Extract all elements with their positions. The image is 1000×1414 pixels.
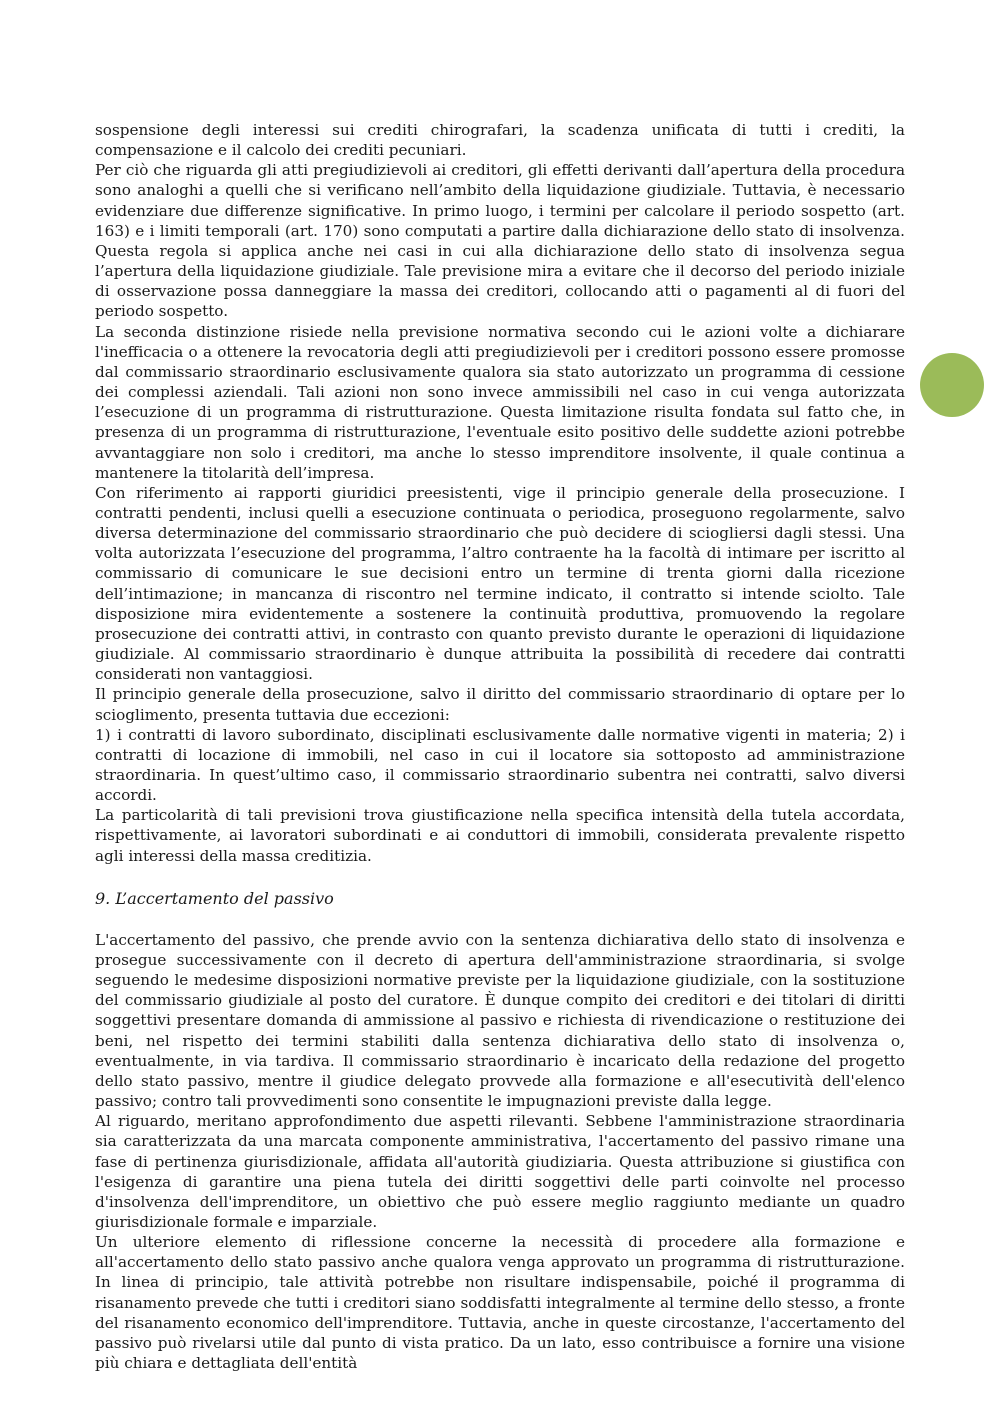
- document-body: [95, 120, 905, 1373]
- paragraph-6: 1) i contratti di lavoro subordinato, disciplinati esclusivamente dalle normative vigenti in materia; 2) i contratti di locazione di immobili, nel caso in cui il locatore sia sottoposto ad amministrazione straordinaria. In quest’ultimo caso, il commissario straordinario subentra nei contratti, salvo diversi accordi.: [95, 725, 905, 805]
- paragraph-3: La seconda distinzione risiede nella previsione normativa secondo cui le azioni volte a dichiarare l'inefficacia o a ottenere la revocatoria degli atti pregiudizievoli per i creditori possono essere promosse dal commissario straordinario esclusivamente qualora sia stato autorizzato un programma di cessione dei complessi aziendali. Tali azioni non sono invece ammissibili nel caso in cui venga autorizzata l’esecuzione di un programma di ristrutturazione. Questa limitazione risulta fondata sul fatto che, in presenza di un programma di ristrutturazione, l'eventuale esito positivo delle suddette azioni potrebbe avvantaggiare non solo i creditori, ma anche lo stesso imprenditore insolvente, il quale continua a mantenere la titolarità dell’impresa.: [95, 322, 905, 482]
- section-heading: 9. L’accertamento del passivo: [95, 888, 334, 908]
- paragraph-10: Un ulteriore elemento di riflessione concerne la necessità di procedere alla formazione e all'accertamento dello stato passivo anche qualora venga approvato un programma di ristrutturazione. In linea di principio, tale attività potrebbe non risultare indispensabile, poiché il programma di risanamento prevede che tutti i creditori siano soddisfatti integralmente al termine dello stesso, a fronte del risanamento economico dell'imprenditore. Tuttavia, anche in queste circostanze, l'accertamento del passivo può rivelarsi utile dal punto di vista pratico. Da un lato, esso contribuisce a fornire una visione più chiara e dettagliata dell'entità: [95, 1233, 905, 1373]
- paragraph-1: sospensione degli interessi sui crediti chirografari, la scadenza unificata di tutti i crediti, la compensazione e il calcolo dei crediti pecuniari.: [95, 121, 905, 160]
- decorative-green-circle: [920, 353, 984, 417]
- paragraph-7: La particolarità di tali previsioni trova giustificazione nella specifica intensità della tutela accordata, rispettivamente, ai lavoratori subordinati e ai conduttori di immobili, considerata prevalente rispetto agli interessi della massa creditizia.: [95, 806, 905, 865]
- paragraph-8: L'accertamento del passivo, che prende avvio con la sentenza dichiarativa dello stato di insolvenza e prosegue successivamente con il decreto di apertura dell'amministrazione straordinaria, si svolge seguendo le medesime disposizioni normative previste per la liquidazione giudiziale, con la sostituzione del commissario giudiziale al posto del curatore. È dunque compito dei creditori e dei titolari di diritti soggettivi presentare domanda di ammissione al passivo e richiesta di rivendicazione o restituzione dei beni, nel rispetto dei termini stabiliti dalla sentenza dichiarativa dello stato di insolvenza o, eventualmente, in via tardiva. Il commissario straordinario è incaricato della redazione del progetto dello stato passivo, mentre il giudice delegato provvede alla formazione e all'esecutività dell'elenco passivo; contro tali provvedimenti sono consentite le impugnazioni previste dalla legge.: [95, 930, 905, 1111]
- paragraph-5: Il principio generale della prosecuzione, salvo il diritto del commissario straordinario di optare per lo scioglimento, presenta tuttavia due eccezioni:: [95, 685, 905, 724]
- paragraph-4: Con riferimento ai rapporti giuridici preesistenti, vige il principio generale della prosecuzione. I contratti pendenti, inclusi quelli a esecuzione continuata o periodica, proseguono regolarmente, salvo diversa determinazione del commissario straordinario che può decidere di sciogliersi dagli stessi. Una volta autorizzata l’esecuzione del programma, l’altro contraente ha la facoltà di intimare per iscritto al commissario di comunicare le sue decisioni entro un termine di trenta giorni dalla ricezione dell’intimazione; in mancanza di riscontro nel termine indicato, il contratto si intende sciolto. Tale disposizione mira evidentemente a sostenere la continuità produttiva, promuovendo la regolare prosecuzione dei contratti attivi, in contrasto con quanto previsto durante le operazioni di liquidazione giudiziale. Al commissario straordinario è dunque attribuita la possibilità di recedere dai contratti considerati non vantaggiosi.: [95, 483, 905, 684]
- paragraph-9: Al riguardo, meritano approfondimento due aspetti rilevanti. Sebbene l'amministrazione straordinaria sia caratterizzata da una marcata componente amministrativa, l'accertamento del passivo rimane una fase di pertinenza giurisdizionale, affidata all'autorità giudiziaria. Questa attribuzione si giustifica con l'esigenza di garantire una piena tutela dei diritti soggettivi delle parti coinvolte nel processo d'insolvenza dell'imprenditore, un obiettivo che può essere meglio raggiunto mediante un quadro giurisdizionale formale e imparziale.: [95, 1112, 905, 1231]
- paragraph-2: Per ciò che riguarda gli atti pregiudizievoli ai creditori, gli effetti derivanti dall’apertura della procedura sono analoghi a quelli che si verificano nell’ambito della liquidazione giudiziale. Tuttavia, è necessario evidenziare due differenze significative. In primo luogo, i termini per calcolare il periodo sospetto (art. 163) e i limiti temporali (art. 170) sono computati a partire dalla dichiarazione dello stato di insolvenza. Questa regola si applica anche nei casi in cui alla dichiarazione dello stato di insolvenza segua l’apertura della liquidazione giudiziale. Tale previsione mira a evitare che il decorso del periodo iniziale di osservazione possa danneggiare la massa dei creditori, collocando atti o pagamenti al di fuori del periodo sospetto.: [95, 161, 905, 321]
